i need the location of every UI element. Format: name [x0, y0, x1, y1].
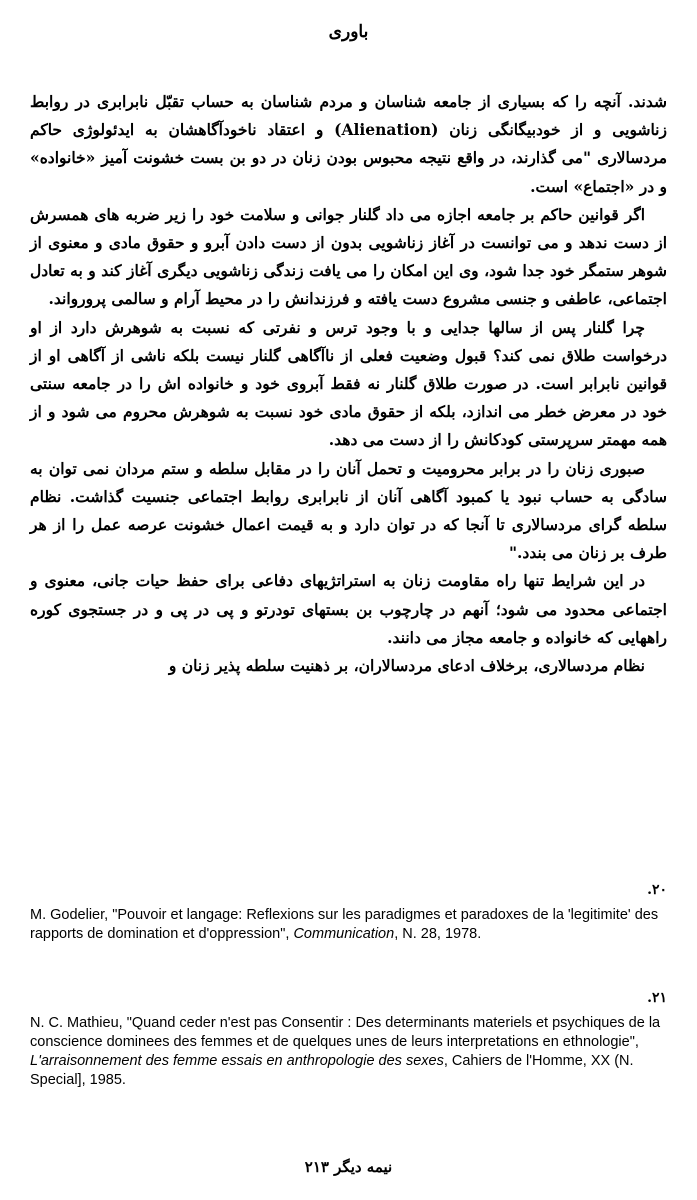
body-text — [30, 88, 667, 680]
footnote-number: ۲۰. — [647, 882, 667, 898]
page-number: نیمه دیگر ۲۱۳ — [304, 1158, 393, 1176]
footnote-tail: , N. 28, 1978. — [394, 926, 482, 942]
paragraph: اگر قوانین حاکم بر جامعه اجازه می داد گلنار جوانی و سلامت خود را زیر ضربه های همسرش از دست ندهد و می توانست در آغاز زناشویی بدون از دست دادن آبرو و حقوق مادی و معنوی از شوهر ستمگر خود جدا شود، وی این امکان را می یافت زندگی زناشویی دیگری آغاز کند و به تعادل اجتماعی، عاطفی و جنسی مشروع دست یافته و فرزندانش را در محیط آرام و سالمی پرورواند. — [30, 204, 667, 309]
paragraph: در این شرایط تنها راه مقاومت زنان به استراتژیهای دفاعی برای حفظ حیات جانی، معنوی و اجتماعی محدود می شود؛ آنهم در چارچوب بن بستهای تودرتو و پی در پی و در جستجوی کوره راههایی که خانواده و جامعه مجاز می دانند. — [30, 571, 667, 647]
footnote-tail: , Cahiers de l'Homme, XX (N. Special], 1985. — [30, 1053, 634, 1088]
running-header: باوری — [328, 22, 369, 42]
footnote-citation: N. C. Mathieu, "Quand ceder n'est pas Consentir : Des determinants materiels et psychiques de la conscience dominees des femmes et de quelques unes de leurs interpretations en ethnologie", — [30, 1015, 661, 1050]
paragraph: صبوری زنان را در برابر محرومیت و تحمل آنان را در مقابل سلطه و ستم مردان نمی توان به سادگی به حساب نبود یا کمبود آگاهی آنان از نابرابری روابط اجتماعی جنسیت گذاشت. نظام سلطه گرای مردسالاری تا آنجا که در توان دارد و به قیمت اعمال خشونت عرصه عمل را از هر طرف بر زنان می بندد." — [30, 458, 667, 563]
footnote-text — [30, 906, 670, 944]
paragraph: چرا گلنار پس از سالها جدایی و با وجود ترس و نفرتی که نسبت به شوهرش دارد از او درخواست طلاق نمی کند؟ قبول وضعیت فعلی از ناآگاهی گلنار نیست بلکه ناشی از آگاهی او از قوانین نابرابر است. در صورت طلاق گلنار نه فقط آبروی خود و خانواده اش را در جامعه سنتی خود در معرض خطر می اندازد، بلکه از حقوق مادی خود نسبت به شوهرش محروم می شود و از همه مهمتر سرپرستی کودکانش را از دست می دهد. — [30, 317, 667, 450]
footnote-italic-title: Communication — [293, 926, 395, 942]
footnote-number: ۲۱. — [647, 990, 667, 1006]
footnote-italic-title: L'arraisonnement des femme essais en anthropologie des sexes — [30, 1053, 444, 1069]
footnote-citation: M. Godelier, "Pouvoir et langage: Reflexions sur les paradigmes et paradoxes de la 'legitimite' des rapports de domination et d'oppression", — [30, 907, 659, 942]
footnote-text — [30, 1014, 670, 1090]
paragraph: نظام مردسالاری، برخلاف ادعای مردسالاران، بر ذهنیت سلطه پذیر زنان و — [168, 656, 645, 676]
paragraph: شدند. آنچه را که بسیاری از جامعه شناسان و مردم شناسان به حساب تقبّل نابرابری در روابط زناشویی و از خودبیگانگی زنان (Alienation) و اعتقاد ناخودآگاهشان به ایدئولوژی حاکم مردسالاری "می گذارند، در واقع نتیجه محبوس بودن زنان در دو بن بست خشونت آمیز «خانواده» و در «اجتماع» است. — [30, 92, 667, 196]
